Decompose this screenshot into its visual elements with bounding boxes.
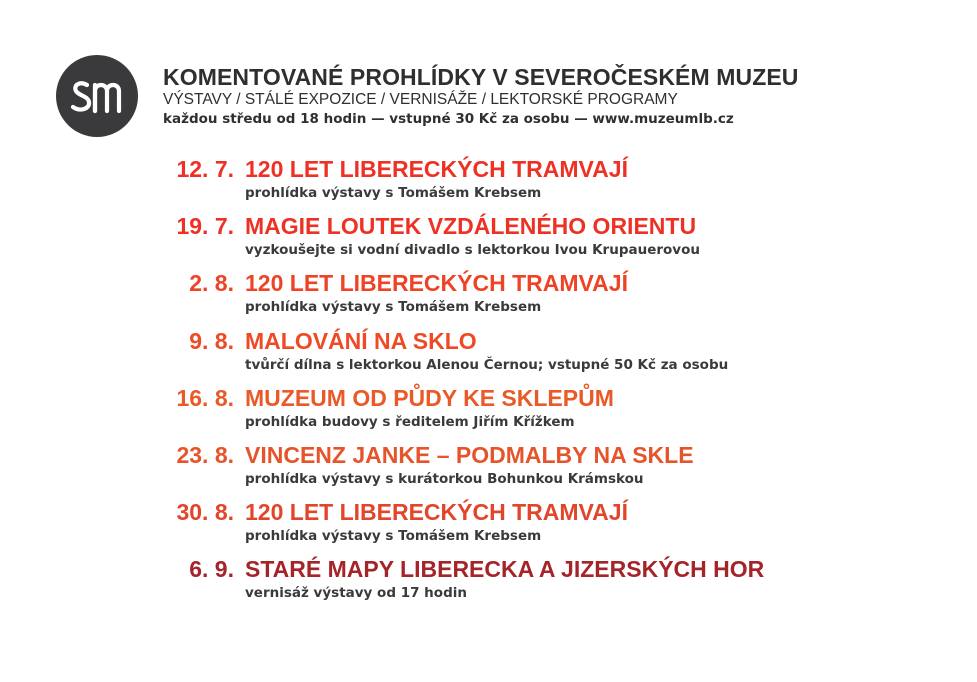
event-item bbox=[0, 440, 977, 497]
event-name: 120 LET LIBERECKÝCH TRAMVAJÍ bbox=[245, 499, 628, 526]
event-name: 120 LET LIBERECKÝCH TRAMVAJÍ bbox=[245, 156, 628, 182]
schedule-info: každou středu od 18 hodin — vstupné 30 Kč za osobu — www.muzeumlb.cz bbox=[163, 111, 734, 127]
event-date: 9. 8. bbox=[189, 327, 234, 354]
event-list bbox=[0, 154, 977, 612]
event-description: prohlídka budovy s ředitelem Jiřím Křížkem bbox=[245, 413, 575, 430]
event-description: prohlídka výstavy s Tomášem Krebsem bbox=[245, 299, 542, 316]
event-description: tvůrčí dílna s lektorkou Alenou Černou; vstupné 50 Kč za osobu bbox=[245, 356, 729, 373]
event-item bbox=[0, 383, 977, 440]
event-date: 23. 8. bbox=[176, 441, 234, 468]
event-name: MALOVÁNÍ NA SKLO bbox=[245, 327, 477, 354]
page-subtitle: VÝSTAVY / STÁLÉ EXPOZICE / VERNISÁŽE / LEKTORSKÉ PROGRAMY bbox=[163, 91, 678, 108]
event-date: 19. 7. bbox=[176, 213, 234, 240]
event-description: prohlídka výstavy s Tomášem Krebsem bbox=[245, 528, 542, 545]
event-date: 12. 7. bbox=[176, 156, 234, 182]
event-date: 30. 8. bbox=[176, 499, 234, 526]
event-item bbox=[0, 211, 977, 268]
event-item bbox=[0, 154, 977, 211]
event-name: STARÉ MAPY LIBERECKA A JIZERSKÝCH HOR bbox=[245, 556, 765, 583]
event-date: 2. 8. bbox=[189, 270, 234, 297]
logo-mark bbox=[56, 55, 138, 137]
event-description: prohlídka výstavy s kurátorkou Bohunkou Krámskou bbox=[245, 470, 644, 487]
event-date: 6. 9. bbox=[189, 556, 234, 583]
event-item bbox=[0, 497, 977, 554]
event-name: MUZEUM OD PŮDY KE SKLEPŮM bbox=[245, 384, 614, 411]
event-item bbox=[0, 268, 977, 325]
museum-logo-icon bbox=[56, 55, 138, 137]
event-name: MAGIE LOUTEK VZDÁLENÉHO ORIENTU bbox=[245, 213, 697, 240]
event-item bbox=[0, 554, 977, 611]
event-name: VINCENZ JANKE – PODMALBY NA SKLE bbox=[245, 441, 694, 468]
page-title: KOMENTOVANÉ PROHLÍDKY V SEVEROČESKÉM MUZEU bbox=[163, 64, 799, 90]
event-description: prohlídka výstavy s Tomášem Krebsem bbox=[245, 185, 542, 201]
header bbox=[163, 64, 799, 128]
event-name: 120 LET LIBERECKÝCH TRAMVAJÍ bbox=[245, 270, 628, 297]
event-item bbox=[0, 326, 977, 383]
event-description: vyzkoušejte si vodní divadlo s lektorkou Ivou Krupauerovou bbox=[245, 242, 700, 259]
event-description: vernisáž výstavy od 17 hodin bbox=[245, 585, 467, 602]
event-date: 16. 8. bbox=[176, 384, 234, 411]
